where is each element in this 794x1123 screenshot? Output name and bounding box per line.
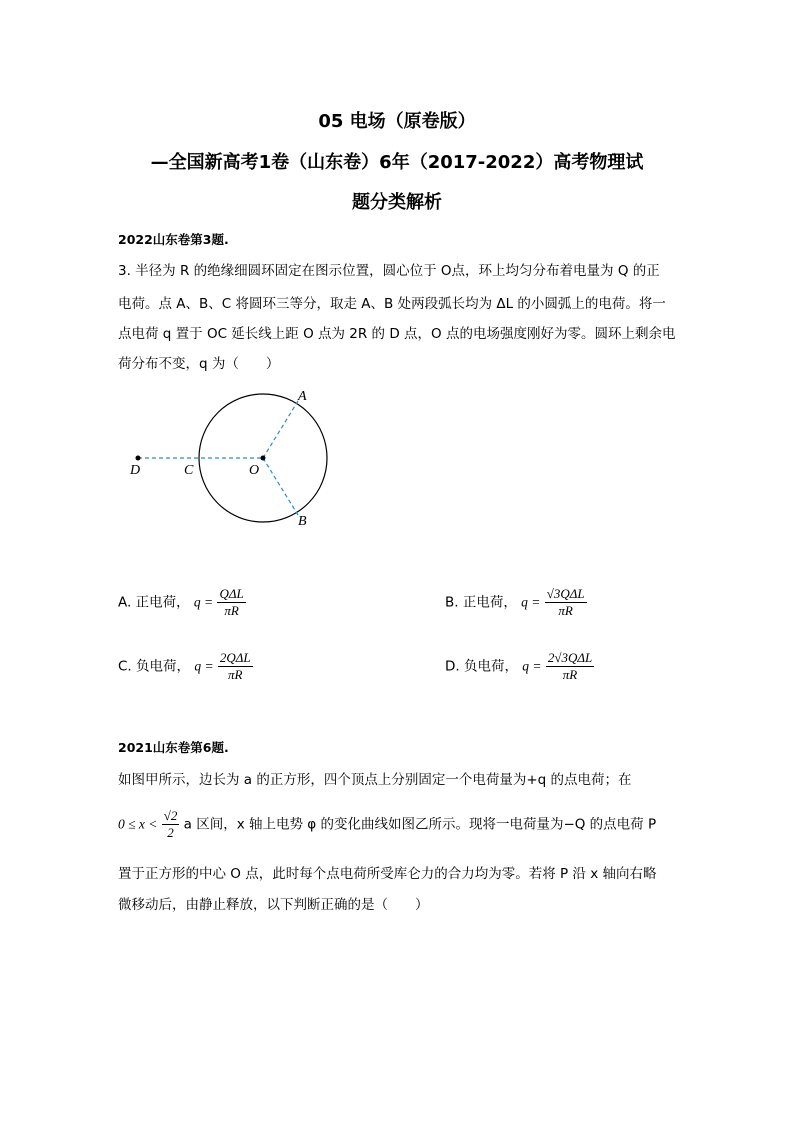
q6-line-3: 置于正方形的中心 O 点，此时每个点电荷所受库仑力的合力均为零。若将 P 沿 x 轴向右略 [118,866,657,882]
option-A[interactable] [118,586,246,619]
q6-sqrt2-over-2 [162,808,180,841]
line-OB [263,458,298,515]
label-O: O [249,463,260,478]
option-D[interactable] [445,650,594,683]
ring-figure [118,380,348,540]
option-A-denominator: πR [224,603,239,618]
option-B-lhs: q = [521,594,541,610]
q6-source: 2021山东卷第6题. [118,740,229,755]
option-C[interactable] [118,650,253,683]
option-A-label: A. [118,594,132,611]
option-B-numerator: √3QΔL [546,586,585,601]
option-C-text: 负电荷， [136,658,191,675]
option-D-lhs: q = [522,658,542,674]
option-A-lhs: q = [193,594,214,610]
option-D-fraction [546,650,594,683]
point-O [261,456,266,461]
option-A-fraction [217,586,245,619]
q6-line-2 [118,808,656,841]
line-OA [263,401,298,458]
option-D-text: 负电荷， [463,658,518,675]
option-D-denominator: πR [562,667,578,682]
doc-title-line-3: 题分类解析 [352,192,442,213]
q3-line-2: 电荷。点 A、B、C 将圆环三等分，取走 A、B 处两段弧长均为 ΔL 的小圆弧上的电荷。将一 [118,296,666,312]
q6-line-4: 微移动后，由静止释放，以下判断正确的是（ ） [118,897,429,913]
option-C-label: C. [118,658,132,675]
option-C-lhs: q = [194,658,214,674]
option-C-fraction [218,650,253,683]
label-A: A [298,389,307,404]
label-D: D [130,463,141,478]
option-A-text: 正电荷， [135,594,190,611]
option-B[interactable] [445,586,587,619]
option-B-denominator: πR [558,603,573,618]
point-D [136,456,141,461]
q6-line-1: 如图甲所示，边长为 a 的正方形，四个顶点上分别固定一个电荷量为+q 的点电荷；在 [118,772,632,788]
q6-line-2-text: a 区间，x 轴上电势 φ 的变化曲线如图乙所示。现将一电荷量为−Q 的点电荷 P [183,816,657,833]
q3-line-3: 点电荷 q 置于 OC 延长线上距 O 点为 2R 的 D 点，O 点的电场强度刚好为零。圆环上剩余电 [118,326,676,342]
q3-line-1: 3. 半径为 R 的绝缘细圆环固定在图示位置，圆心位于 O点，环上均匀分布着电量为 Q 的正 [118,263,660,279]
option-C-numerator: 2QΔL [219,650,251,665]
option-D-numerator: 2√3QΔL [547,650,593,665]
label-C: C [184,463,194,478]
doc-title-line-1: 05 电场（原卷版） [318,111,476,132]
option-D-label: D. [445,658,460,675]
option-B-fraction [545,586,587,619]
doc-title-line-2: —全国新高考1卷（山东卷）6年（2017-2022）高考物理试 [150,152,644,173]
option-B-text: 正电荷， [462,594,517,611]
q6-fraction-numerator: √2 [163,808,178,823]
q6-fraction-denominator: 2 [167,825,174,840]
option-A-numerator: QΔL [219,586,244,601]
q3-source: 2022山东卷第3题. [118,232,229,247]
option-C-denominator: πR [228,667,243,682]
label-B: B [298,514,307,529]
q3-line-4: 荷分布不变，q 为（ ） [118,356,280,372]
option-B-label: B. [445,594,459,611]
q6-inequality-prefix: 0 ≤ x < [118,816,158,832]
